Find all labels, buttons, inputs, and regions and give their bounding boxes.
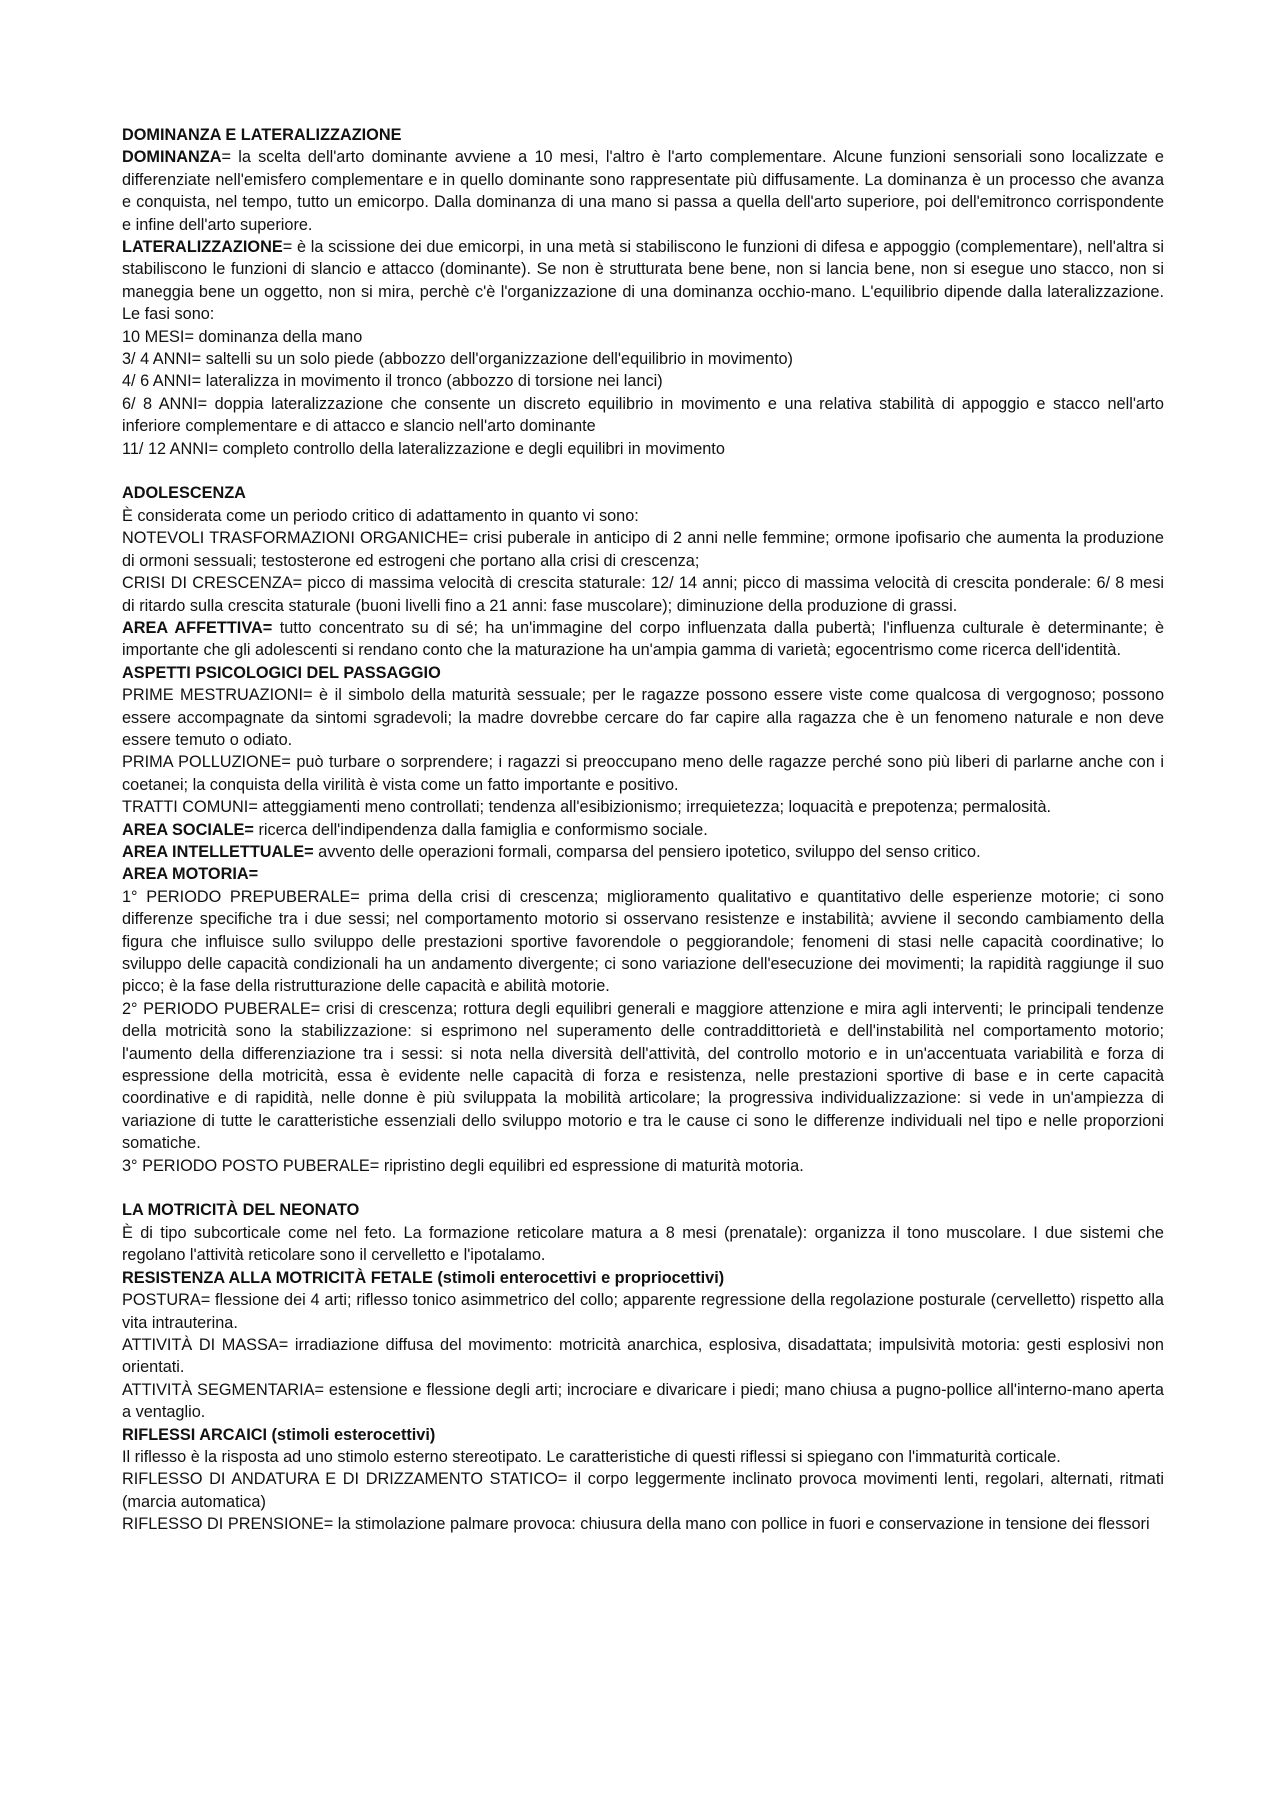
phase-item: 4/ 6 ANNI= lateralizza in movimento il tronco (abbozzo di torsione nei lanci) bbox=[122, 372, 663, 391]
subsection-title-area-motoria: AREA MOTORIA= bbox=[122, 865, 259, 884]
paragraph-riflesso-prensione: RIFLESSO DI PRENSIONE= la stimolazione palmare provoca: chiusura della mano con pollice in fuori e conservazione in tensione dei flessori bbox=[122, 1515, 1150, 1534]
phase-item: 6/ 8 ANNI= doppia lateralizzazione che consente un discreto equilibrio in movimento e una relativa stabilità di appoggio e stacco nell'arto inferiore complementare e di attacco e slancio nell'arto dominante bbox=[122, 394, 1164, 436]
section-title-dominanza: DOMINANZA E LATERALIZZAZIONE bbox=[122, 126, 402, 144]
paragraph-area-sociale: AREA SOCIALE= ricerca dell'indipendenza dalla famiglia e conformismo sociale. bbox=[122, 820, 708, 839]
phase-item: 3/ 4 ANNI= saltelli su un solo piede (abbozzo dell'organizzazione dell'equilibrio in movimento) bbox=[122, 350, 793, 369]
paragraph-tratti-comuni: TRATTI COMUNI= atteggiamenti meno controllati; tendenza all'esibizionismo; irrequietezza; loquacità e prepotenza; permalosità. bbox=[122, 798, 1052, 817]
term-area-affettiva: AREA AFFETTIVA= bbox=[122, 618, 273, 637]
paragraph-riflesso-definizione: Il riflesso è la risposta ad uno stimolo esterno stereotipato. Le caratteristiche di questi riflessi si spiegano con l'immaturità corticale. bbox=[122, 1447, 1061, 1466]
paragraph-attivita-segmentaria: ATTIVITÀ SEGMENTARIA= estensione e flessione degli arti; incrociare e divaricare i piedi; mano chiusa a pugno-pollice all'interno-mano aperta a ventaglio. bbox=[122, 1380, 1164, 1422]
term-lateralizzazione: LATERALIZZAZIONE bbox=[122, 238, 283, 257]
paragraph-postura: POSTURA= flessione dei 4 arti; riflesso tonico asimmetrico del collo; apparente regressione della regolazione posturale (cervelletto) rispetto alla vita intrauterina. bbox=[122, 1291, 1164, 1332]
spacer bbox=[122, 460, 1164, 482]
subsection-title-fetale: RESISTENZA ALLA MOTRICITÀ FETALE (stimoli enterocettivi e propriocettivi) bbox=[122, 1268, 725, 1287]
document-page bbox=[122, 124, 1164, 1536]
paragraph-lateralizzazione: LATERALIZZAZIONE= è la scissione dei due emicorpi, in una metà si stabiliscono le funzioni di difesa e appoggio (complementare), nell'altra si stabiliscono le funzioni di slancio e attacco (dominante). Se non è strutturata bene bene, non si lancia bene, non si esegue uno stacco, non si maneggia bene un oggetto, non si mira, perchè c'è l'organizzazione di una dominanza occhio-mano. L'equilibrio dipende dalla lateralizzazione. Le fasi sono: bbox=[122, 238, 1164, 324]
phase-item: 10 MESI= dominanza della mano bbox=[122, 327, 363, 346]
term-area-sociale: AREA SOCIALE= bbox=[122, 820, 254, 839]
paragraph-crisi-crescenza: CRISI DI CRESCENZA= picco di massima velocità di crescita staturale: 12/ 14 anni; picco di massima velocità di crescita ponderale: 6/ 8 mesi di ritardo sulla crescita staturale (buoni livelli fino a 21 anni: fase muscolare); diminuzione della produzione di grassi. bbox=[122, 574, 1164, 615]
paragraph-riflesso-andatura: RIFLESSO DI ANDATURA E DI DRIZZAMENTO STATICO= il corpo leggermente inclinato provoca movimenti lenti, regolari, alternati, ritmati (marcia automatica) bbox=[122, 1470, 1164, 1511]
paragraph-area-intellettuale: AREA INTELLETTUALE= avvento delle operazioni formali, comparsa del pensiero ipotetico, sviluppo del senso critico. bbox=[122, 842, 981, 861]
spacer bbox=[122, 1177, 1164, 1199]
paragraph-periodo-puberale: 2° PERIODO PUBERALE= crisi di crescenza; rottura degli equilibri generali e maggiore attenzione e mira agli interventi; le principali tendenze della motricità sono la stabilizzazione: si esprimono nel superamento delle contraddittorietà e dell'instabilità nel comportamento motorio; l'aumento della differenziazione tra i sessi: si nota nella diversità dell'attività, del controllo motorio e in un'accentuata variabilità e forza di espressione della motricità, essa è evidente nelle capacità di forza e resistenza, nelle prestazioni sportive di base e in certe capacità coordinative e di rapidità, nelle donne è più sviluppata la mobilità articolare; la progressiva individualizzazione: si vede in un'ampiezza di variazione di tutte le caratteristiche essenziali dello sviluppo motorio e tra le cause ci sono le differenze individuali nel tipo e nelle proporzioni somatiche. bbox=[122, 999, 1164, 1153]
subsection-title-riflessi-arcaici: RIFLESSI ARCAICI (stimoli esterocettivi) bbox=[122, 1425, 436, 1444]
section-title-neonato: LA MOTRICITÀ DEL NEONATO bbox=[122, 1201, 360, 1220]
paragraph-periodo-postpuberale: 3° PERIODO POSTO PUBERALE= ripristino degli equilibri ed espressione di maturità motoria. bbox=[122, 1156, 804, 1175]
phase-item: 11/ 12 ANNI= completo controllo della lateralizzazione e degli equilibri in movimento bbox=[122, 439, 725, 458]
paragraph-attivita-massa: ATTIVITÀ DI MASSA= irradiazione diffusa del movimento: motricità anarchica, esplosiva, disadattata; impulsività motoria: gesti esplosivi non orientati. bbox=[122, 1335, 1164, 1377]
section-title-adolescenza: ADOLESCENZA bbox=[122, 484, 246, 503]
paragraph-area-affettiva: AREA AFFETTIVA= tutto concentrato su di sé; ha un'immagine del corpo influenzata dalla pubertà; l'influenza culturale è determinante; è importante che gli adolescenti si rendano conto che la maturazione ha un'ampia gamma di varietà; egocentrismo come ricerca dell'identità. bbox=[122, 618, 1164, 660]
paragraph-periodo-prepuberale: 1° PERIODO PREPUBERALE= prima della crisi di crescenza; miglioramento qualitativo e quantitativo delle esperienze motorie; ci sono differenze specifiche tra i due sessi; nel comportamento motorio si osservano resistenze e instabilità; avviene il secondo cambiamento della figura che influisce sullo sviluppo delle prestazioni sportive favorendole o peggiorandole; fenomeni di stasi nelle capacità coordinative; lo sviluppo delle capacità condizionali ha un andamento divergente; ci sono variazione dell'esecuzione dei movimenti; la rapidità raggiunge il suo picco; è la fase della ristrutturazione delle capacità e abilità motorie. bbox=[122, 887, 1164, 996]
paragraph-mestruazioni: PRIME MESTRUAZIONI= è il simbolo della maturità sessuale; per le ragazze possono essere viste come qualcosa di vergognoso; possono essere accompagnate da sintomi sgradevoli; la madre dovrebbe cercare do far capire alla ragazza che è un fenomeno naturale e non deve essere temuto o odiato. bbox=[122, 686, 1164, 749]
paragraph-polluzione: PRIMA POLLUZIONE= può turbare o sorprendere; i ragazzi si preoccupano meno delle ragazze perché sono più liberi di parlarne anche con i coetanei; la conquista della virilità è vista come un fatto importante e positivo. bbox=[122, 753, 1164, 794]
paragraph-neonato-intro: È di tipo subcorticale come nel feto. La formazione reticolare matura a 8 mesi (prenatale): organizza il tono muscolare. I due sistemi che regolano l'attività reticolare sono il cervelletto e l'ipotalamo. bbox=[122, 1223, 1164, 1265]
subsection-title-aspetti: ASPETTI PSICOLOGICI DEL PASSAGGIO bbox=[122, 663, 441, 682]
term-area-intellettuale: AREA INTELLETTUALE= bbox=[122, 842, 314, 861]
paragraph-dominanza: DOMINANZA= la scelta dell'arto dominante avviene a 10 mesi, l'altro è l'arto complementare. Alcune funzioni sensoriali sono localizzate e differenziate nell'emisfero complementare e in quello dominante sono rappresentate più diffusamente. La dominanza è un processo che avanza e conquista, nel tempo, tutto un emicorpo. Dalla dominanza di una mano si passa a quella dell'arto superiore, poi dell'emitronco corrispondente e infine dell'arto superiore. bbox=[122, 148, 1164, 234]
paragraph-trasformazioni: NOTEVOLI TRASFORMAZIONI ORGANICHE= crisi puberale in anticipo di 2 anni nelle femmine; ormone ipofisario che aumenta la produzione di ormoni sessuali; testosterone ed estrogeni che portano alla crisi di crescenza; bbox=[122, 529, 1164, 570]
term-dominanza: DOMINANZA bbox=[122, 148, 222, 167]
paragraph-intro: È considerata come un periodo critico di adattamento in quanto vi sono: bbox=[122, 506, 639, 525]
